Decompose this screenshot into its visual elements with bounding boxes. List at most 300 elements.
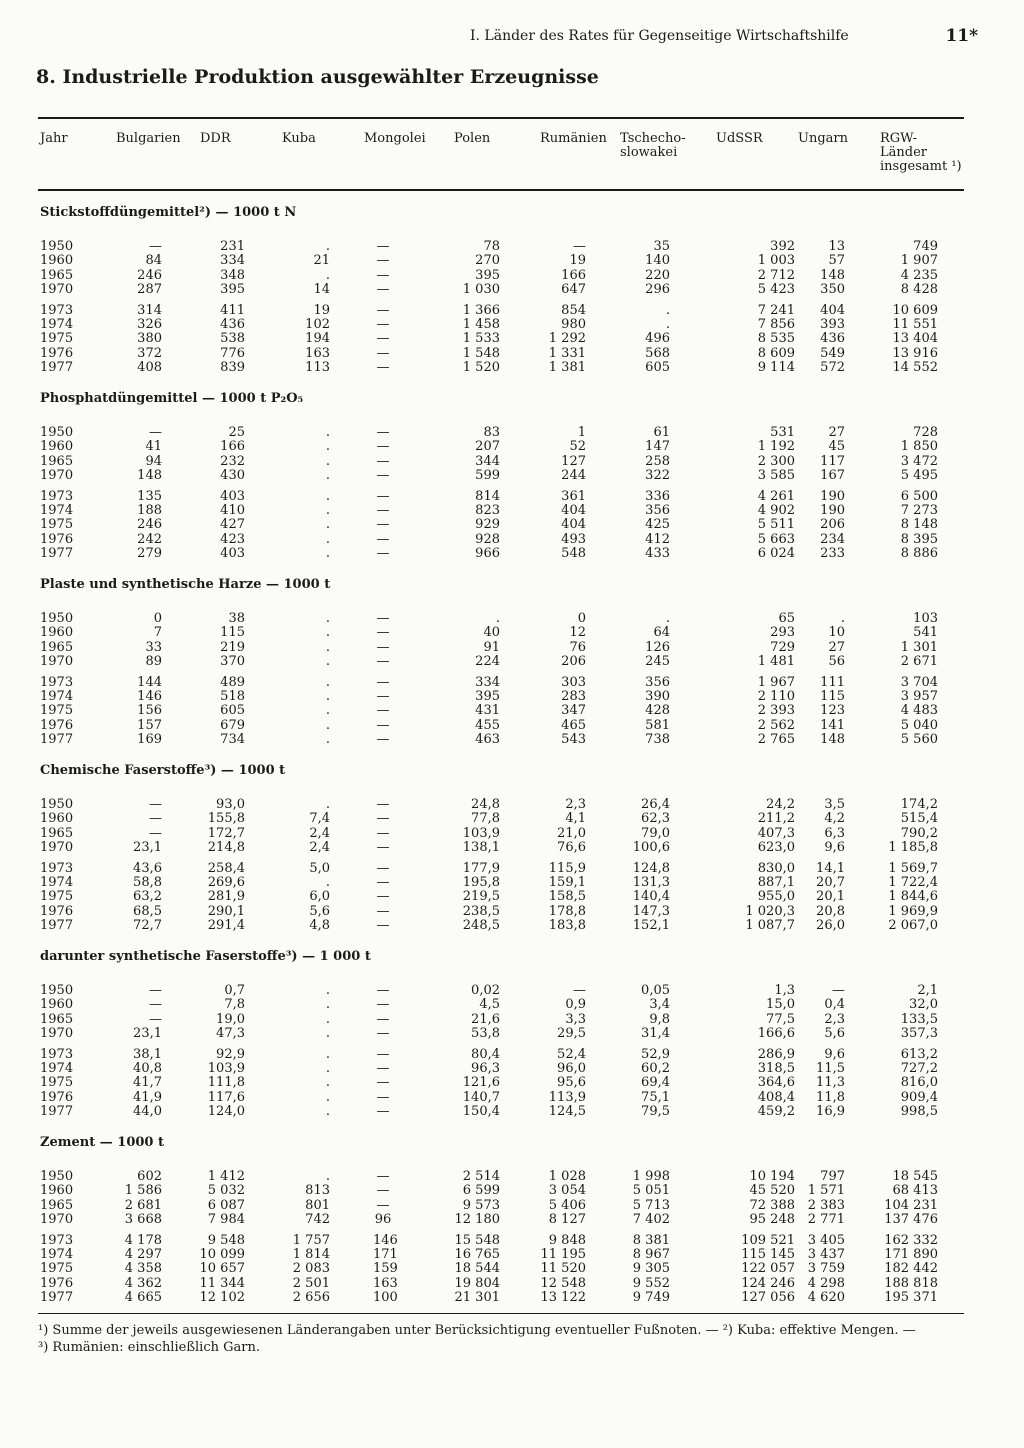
cell-tschechoslowakei: 296 — [645, 282, 670, 298]
cell-ungarn: . — [840, 611, 845, 626]
cell-ddr: 334 — [220, 253, 245, 269]
cell-ddr: 11 344 — [199, 1275, 245, 1291]
cell-ungarn: 9,6 — [824, 840, 845, 856]
cell-ungarn: 350 — [820, 282, 845, 298]
cell-ungarn: 26,0 — [816, 918, 845, 934]
cell-rgw-insgesamt: 541 — [913, 625, 938, 641]
cell-ungarn: 11,8 — [816, 1089, 845, 1105]
cell-polen: 78 — [483, 239, 500, 254]
cell-bulgarien: 157 — [137, 717, 162, 733]
cell-jahr: 1973 — [40, 488, 74, 504]
cell-ungarn: 148 — [820, 267, 845, 283]
cell-tschechoslowakei: 8 381 — [632, 1232, 670, 1248]
cell-kuba: 4,8 — [309, 918, 330, 934]
cell-bulgarien: 242 — [137, 531, 162, 547]
cell-rumaenien: 52 — [569, 439, 586, 455]
cell-jahr: 1974 — [40, 317, 74, 332]
table-row — [0, 984, 1024, 998]
cell-polen: 24,8 — [471, 797, 500, 812]
cell-kuba: . — [325, 732, 330, 748]
cell-bulgarien: 156 — [137, 703, 162, 719]
cell-rgw-insgesamt: 11 551 — [892, 317, 938, 332]
cell-udssr: 5 423 — [757, 282, 795, 298]
cell-mongolei: — — [376, 282, 390, 298]
cell-mongolei: — — [376, 531, 390, 547]
cell-mongolei: — — [376, 1169, 390, 1184]
cell-ddr: 734 — [220, 732, 245, 748]
cell-ungarn: 13 — [828, 239, 845, 254]
cell-polen: 4,5 — [479, 997, 500, 1013]
cell-rumaenien: 8 127 — [548, 1212, 586, 1228]
cell-ungarn: 190 — [820, 488, 845, 504]
cell-ungarn: 27 — [828, 639, 845, 655]
column-header-ungarn: Ungarn — [798, 131, 848, 146]
cell-bulgarien: 4 665 — [124, 1290, 162, 1306]
cell-tschechoslowakei: 52,9 — [641, 1046, 670, 1062]
cell-ddr: 214,8 — [207, 840, 245, 856]
cell-jahr: 1976 — [40, 531, 74, 547]
cell-rgw-insgesamt: 1 301 — [900, 639, 938, 655]
table-row — [0, 1091, 1024, 1105]
cell-rumaenien: 127 — [561, 453, 586, 469]
cell-ddr: 776 — [220, 345, 245, 361]
cell-polen: 599 — [475, 468, 500, 484]
cell-udssr: 286,9 — [757, 1046, 795, 1062]
cell-kuba: 1 757 — [292, 1232, 330, 1248]
cell-udssr: 5 511 — [757, 517, 795, 533]
section-title: Stickstoffdüngemittel²) — 1000 t N — [40, 205, 297, 220]
cell-tschechoslowakei: 738 — [645, 732, 670, 748]
cell-rgw-insgesamt: 1 969,9 — [888, 903, 938, 919]
cell-udssr: 115 145 — [741, 1247, 795, 1262]
cell-polen: 91 — [483, 639, 500, 655]
cell-tschechoslowakei: 0,05 — [641, 983, 670, 998]
cell-kuba: 14 — [313, 282, 330, 298]
table-row — [0, 1027, 1024, 1041]
cell-jahr: 1976 — [40, 717, 74, 733]
cell-kuba: . — [325, 239, 330, 254]
cell-rgw-insgesamt: 5 040 — [900, 717, 938, 733]
table-row — [0, 733, 1024, 747]
cell-jahr: 1974 — [40, 1061, 74, 1076]
cell-mongolei: — — [376, 639, 390, 655]
cell-mongolei: — — [376, 425, 390, 440]
cell-tschechoslowakei: 131,3 — [632, 875, 670, 890]
cell-rumaenien: — — [573, 983, 586, 998]
cell-kuba: 19 — [313, 302, 330, 318]
cell-ddr: 10 099 — [199, 1247, 245, 1262]
cell-rgw-insgesamt: 727,2 — [900, 1061, 938, 1076]
cell-rgw-insgesamt: 32,0 — [909, 997, 938, 1013]
cell-rgw-insgesamt: 1 185,8 — [888, 840, 938, 856]
cell-kuba: 6,0 — [309, 889, 330, 905]
cell-tschechoslowakei: 496 — [645, 331, 670, 347]
cell-rumaenien: 52,4 — [557, 1046, 586, 1062]
cell-rumaenien: 980 — [561, 317, 586, 332]
cell-mongolei: — — [376, 546, 390, 562]
cell-mongolei: 146 — [373, 1232, 398, 1248]
cell-ungarn: 4,2 — [824, 811, 845, 827]
cell-ungarn: 141 — [820, 717, 845, 733]
cell-ungarn: 115 — [820, 689, 845, 704]
cell-mongolei: — — [376, 253, 390, 269]
cell-ddr: 231 — [220, 239, 245, 254]
cell-polen: 16 765 — [454, 1247, 500, 1262]
cell-ungarn: 11,5 — [816, 1061, 845, 1076]
cell-polen: 2 514 — [462, 1169, 500, 1184]
cell-bulgarien: 326 — [137, 317, 162, 332]
cell-rgw-insgesamt: 133,5 — [900, 1011, 938, 1027]
cell-jahr: 1965 — [40, 639, 74, 655]
cell-bulgarien: 7 — [153, 625, 162, 641]
cell-polen: 140,7 — [462, 1089, 500, 1105]
cell-polen: 40 — [483, 625, 500, 641]
cell-tschechoslowakei: 428 — [645, 703, 670, 719]
footnotes — [38, 1322, 968, 1356]
cell-bulgarien: 89 — [145, 654, 162, 670]
cell-bulgarien: — — [149, 239, 162, 254]
cell-polen: 823 — [475, 503, 500, 518]
cell-ungarn: 2,3 — [824, 1011, 845, 1027]
table-row — [0, 240, 1024, 254]
cell-rgw-insgesamt: 6 500 — [900, 488, 938, 504]
cell-mongolei: — — [376, 732, 390, 748]
cell-kuba: . — [325, 674, 330, 690]
cell-jahr: 1974 — [40, 1247, 74, 1262]
cell-ddr: 411 — [220, 302, 245, 318]
cell-polen: 96,3 — [471, 1061, 500, 1076]
table-row — [0, 876, 1024, 890]
cell-ddr: 258,4 — [207, 860, 245, 876]
cell-ddr: 518 — [220, 689, 245, 704]
cell-polen: 966 — [475, 546, 500, 562]
cell-udssr: 2 562 — [757, 717, 795, 733]
column-header-ddr: DDR — [200, 131, 231, 146]
cell-rgw-insgesamt: 182 442 — [884, 1261, 938, 1277]
cell-rumaenien: 854 — [561, 302, 586, 318]
cell-mongolei: — — [376, 345, 390, 361]
cell-rumaenien: 647 — [561, 282, 586, 298]
cell-mongolei: 96 — [374, 1212, 392, 1228]
cell-mongolei: — — [376, 517, 390, 533]
cell-mongolei: — — [376, 317, 390, 332]
page-number: 11* — [945, 26, 978, 46]
cell-jahr: 1970 — [40, 1212, 74, 1228]
cell-tschechoslowakei: 356 — [645, 674, 670, 690]
cell-ungarn: 3 759 — [807, 1261, 845, 1277]
cell-udssr: 1 003 — [757, 253, 795, 269]
cell-kuba: . — [325, 488, 330, 504]
footnote-line-2: ³) Rumänien: einschließlich Garn. — [38, 1340, 260, 1355]
cell-kuba: 742 — [305, 1212, 330, 1228]
cell-bulgarien: 408 — [137, 360, 162, 376]
cell-rgw-insgesamt: 5 560 — [900, 732, 938, 748]
cell-polen: 395 — [475, 689, 500, 704]
table-row — [0, 905, 1024, 919]
cell-bulgarien: 146 — [137, 689, 162, 704]
cell-rgw-insgesamt: 8 148 — [900, 517, 938, 533]
cell-polen: 121,6 — [462, 1075, 500, 1091]
cell-rgw-insgesamt: 171 890 — [884, 1247, 938, 1262]
table-row — [0, 1213, 1024, 1227]
cell-ddr: 1 412 — [207, 1169, 245, 1184]
cell-rgw-insgesamt: 103 — [913, 611, 938, 626]
cell-rgw-insgesamt: 515,4 — [900, 811, 938, 827]
cell-rumaenien: 1 292 — [548, 331, 586, 347]
table-row — [0, 626, 1024, 640]
cell-rumaenien: 0 — [577, 611, 586, 626]
cell-jahr: 1950 — [40, 797, 74, 812]
cell-tschechoslowakei: 7 402 — [632, 1212, 670, 1228]
section-title: Chemische Faserstoffe³) — 1000 t — [40, 763, 286, 778]
cell-rgw-insgesamt: 1 844,6 — [888, 889, 938, 905]
cell-kuba: . — [325, 453, 330, 469]
cell-rumaenien: 12 548 — [540, 1275, 586, 1291]
cell-jahr: 1975 — [40, 703, 74, 719]
cell-kuba: . — [325, 1169, 330, 1184]
cell-rumaenien: 0,9 — [565, 997, 586, 1013]
cell-tschechoslowakei: 245 — [645, 654, 670, 670]
cell-bulgarien: 188 — [137, 503, 162, 518]
cell-rumaenien: 12 — [569, 625, 586, 641]
cell-jahr: 1975 — [40, 1075, 74, 1091]
cell-kuba: 113 — [305, 360, 330, 376]
cell-polen: 395 — [475, 267, 500, 283]
cell-ungarn: 190 — [820, 503, 845, 518]
cell-bulgarien: 41,7 — [133, 1075, 162, 1091]
cell-ddr: 103,9 — [207, 1061, 245, 1076]
cell-ddr: 166 — [220, 439, 245, 455]
cell-kuba: . — [325, 468, 330, 484]
cell-kuba: . — [325, 797, 330, 812]
cell-ungarn: 45 — [828, 439, 845, 455]
cell-rumaenien: 9 848 — [548, 1232, 586, 1248]
cell-mongolei: 163 — [373, 1275, 398, 1291]
table-row — [0, 690, 1024, 704]
cell-tschechoslowakei: 31,4 — [641, 1026, 670, 1042]
cell-kuba: . — [325, 611, 330, 626]
cell-rumaenien: 158,5 — [548, 889, 586, 905]
cell-kuba: 2 656 — [292, 1290, 330, 1306]
cell-udssr: 887,1 — [757, 875, 795, 890]
cell-polen: 18 544 — [454, 1261, 500, 1277]
cell-rgw-insgesamt: 909,4 — [900, 1089, 938, 1105]
cell-jahr: 1975 — [40, 889, 74, 905]
cell-ddr: 172,7 — [207, 825, 245, 841]
cell-ungarn: 393 — [820, 317, 845, 332]
bottom-rule — [38, 1313, 964, 1314]
cell-polen: 12 180 — [454, 1212, 500, 1228]
cell-tschechoslowakei: 26,4 — [641, 797, 670, 812]
cell-mongolei: — — [376, 1011, 390, 1027]
cell-jahr: 1975 — [40, 1261, 74, 1277]
cell-rgw-insgesamt: 18 545 — [892, 1169, 938, 1184]
column-header-polen: Polen — [454, 131, 491, 146]
cell-rumaenien: 493 — [561, 531, 586, 547]
cell-tschechoslowakei: 433 — [645, 546, 670, 562]
cell-ungarn: 123 — [820, 703, 845, 719]
cell-kuba: . — [325, 1011, 330, 1027]
cell-mongolei: — — [376, 983, 390, 998]
cell-bulgarien: 84 — [145, 253, 162, 269]
cell-ungarn: 10 — [828, 625, 845, 641]
cell-tschechoslowakei: 8 967 — [632, 1247, 670, 1262]
cell-ddr: 115 — [220, 625, 245, 641]
cell-udssr: 1 967 — [757, 674, 795, 690]
cell-mongolei: — — [376, 1046, 390, 1062]
cell-tschechoslowakei: 100,6 — [632, 840, 670, 856]
cell-polen: 53,8 — [471, 1026, 500, 1042]
cell-rumaenien: 29,5 — [557, 1026, 586, 1042]
table-row — [0, 1170, 1024, 1184]
cell-ungarn: 1 571 — [807, 1183, 845, 1199]
cell-ddr: 124,0 — [207, 1104, 245, 1120]
cell-tschechoslowakei: 79,5 — [641, 1104, 670, 1120]
cell-ungarn: 27 — [828, 425, 845, 440]
cell-ungarn: 148 — [820, 732, 845, 748]
cell-mongolei: — — [376, 903, 390, 919]
table-row — [0, 1277, 1024, 1291]
cell-mongolei: — — [376, 654, 390, 670]
cell-tschechoslowakei: 5 051 — [632, 1183, 670, 1199]
cell-polen: 15 548 — [454, 1232, 500, 1248]
column-header-tschechoslowakei: Tschecho- slowakei — [620, 131, 686, 160]
cell-udssr: 955,0 — [757, 889, 795, 905]
table-row — [0, 504, 1024, 518]
cell-ddr: 290,1 — [207, 903, 245, 919]
table-row — [0, 1013, 1024, 1027]
cell-rgw-insgesamt: 10 609 — [892, 302, 938, 318]
cell-kuba: . — [325, 503, 330, 518]
section-title: Plaste und synthetische Harze — 1000 t — [40, 577, 331, 592]
cell-jahr: 1960 — [40, 811, 74, 827]
cell-polen: 224 — [475, 654, 500, 670]
cell-rgw-insgesamt: 728 — [913, 425, 938, 440]
cell-ungarn: 9,6 — [824, 1046, 845, 1062]
cell-polen: 150,4 — [462, 1104, 500, 1120]
cell-mongolei: — — [376, 918, 390, 934]
cell-mongolei: — — [376, 825, 390, 841]
cell-polen: 83 — [483, 425, 500, 440]
cell-kuba: . — [325, 717, 330, 733]
cell-tschechoslowakei: 258 — [645, 453, 670, 469]
cell-ungarn: 2 771 — [807, 1212, 845, 1228]
section-title: darunter synthetische Faserstoffe³) — 1 000 t — [40, 949, 371, 964]
cell-ddr: 47,3 — [216, 1026, 245, 1042]
cell-udssr: 623,0 — [757, 840, 795, 856]
cell-jahr: 1960 — [40, 439, 74, 455]
cell-udssr: 166,6 — [757, 1026, 795, 1042]
cell-rumaenien: 21,0 — [557, 825, 586, 841]
cell-rgw-insgesamt: 998,5 — [900, 1104, 938, 1120]
cell-jahr: 1970 — [40, 468, 74, 484]
table-row — [0, 469, 1024, 483]
table-row — [0, 455, 1024, 469]
cell-bulgarien: 2 681 — [124, 1197, 162, 1213]
table-row — [0, 533, 1024, 547]
table-row — [0, 347, 1024, 361]
cell-kuba: . — [325, 639, 330, 655]
table-row — [0, 812, 1024, 826]
table-row — [0, 827, 1024, 841]
cell-bulgarien: 148 — [137, 468, 162, 484]
cell-udssr: 4 902 — [757, 503, 795, 518]
cell-mongolei: 159 — [373, 1261, 398, 1277]
cell-udssr: 2 300 — [757, 453, 795, 469]
cell-ddr: 423 — [220, 531, 245, 547]
cell-ddr: 605 — [220, 703, 245, 719]
cell-ddr: 38 — [228, 611, 245, 626]
cell-jahr: 1977 — [40, 546, 74, 562]
cell-rgw-insgesamt: 357,3 — [900, 1026, 938, 1042]
cell-rgw-insgesamt: 104 231 — [884, 1197, 938, 1213]
cell-polen: 21,6 — [471, 1011, 500, 1027]
cell-tschechoslowakei: 1 998 — [632, 1169, 670, 1184]
cell-ddr: 489 — [220, 674, 245, 690]
table-row — [0, 798, 1024, 812]
cell-tschechoslowakei: 390 — [645, 689, 670, 704]
cell-tschechoslowakei: 9,8 — [649, 1011, 670, 1027]
cell-mongolei: — — [376, 267, 390, 283]
cell-tschechoslowakei: . — [665, 317, 670, 332]
cell-udssr: 7 241 — [757, 302, 795, 318]
cell-mongolei: — — [376, 360, 390, 376]
cell-polen: 929 — [475, 517, 500, 533]
cell-polen: 9 573 — [462, 1197, 500, 1213]
cell-kuba: 5,0 — [309, 860, 330, 876]
section-title: Phosphatdüngemittel — 1000 t P₂O₅ — [40, 391, 304, 406]
cell-jahr: 1976 — [40, 1275, 74, 1291]
cell-kuba: . — [325, 267, 330, 283]
cell-rgw-insgesamt: 816,0 — [900, 1075, 938, 1091]
cell-bulgarien: 144 — [137, 674, 162, 690]
cell-mongolei: — — [376, 717, 390, 733]
cell-udssr: 2 712 — [757, 267, 795, 283]
cell-jahr: 1950 — [40, 1169, 74, 1184]
cell-udssr: 459,2 — [757, 1104, 795, 1120]
cell-kuba: 163 — [305, 345, 330, 361]
cell-polen: 195,8 — [462, 875, 500, 890]
column-header-rgw-insgesamt: RGW- Länder insgesamt ¹) — [880, 131, 962, 174]
cell-rumaenien: 3,3 — [565, 1011, 586, 1027]
cell-jahr: 1973 — [40, 674, 74, 690]
cell-jahr: 1977 — [40, 360, 74, 376]
cell-bulgarien: 23,1 — [133, 840, 162, 856]
cell-udssr: 318,5 — [757, 1061, 795, 1076]
cell-rgw-insgesamt: 188 818 — [884, 1275, 938, 1291]
cell-rgw-insgesamt: 1 569,7 — [888, 860, 938, 876]
cell-ungarn: 234 — [820, 531, 845, 547]
cell-ddr: 12 102 — [199, 1290, 245, 1306]
cell-rgw-insgesamt: 174,2 — [900, 797, 938, 812]
cell-jahr: 1976 — [40, 1089, 74, 1105]
cell-rumaenien: 283 — [561, 689, 586, 704]
cell-rumaenien: 206 — [561, 654, 586, 670]
cell-bulgarien: — — [149, 797, 162, 812]
cell-rgw-insgesamt: 4 235 — [900, 267, 938, 283]
cell-ungarn: 14,1 — [816, 860, 845, 876]
cell-ddr: 219 — [220, 639, 245, 655]
cell-bulgarien: 4 362 — [124, 1275, 162, 1291]
cell-ddr: 6 087 — [207, 1197, 245, 1213]
cell-tschechoslowakei: 605 — [645, 360, 670, 376]
cell-ddr: 348 — [220, 267, 245, 283]
cell-ungarn: 2 383 — [807, 1197, 845, 1213]
cell-ungarn: — — [832, 983, 845, 998]
table-row — [0, 841, 1024, 855]
cell-mongolei: — — [376, 1061, 390, 1076]
cell-ungarn: 233 — [820, 546, 845, 562]
